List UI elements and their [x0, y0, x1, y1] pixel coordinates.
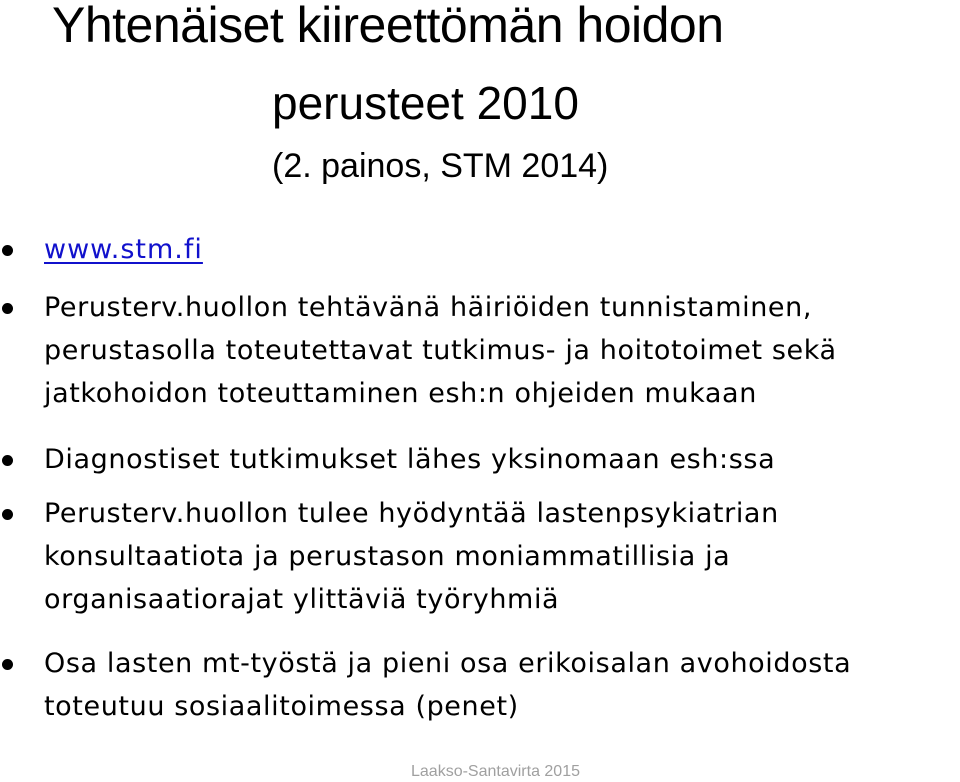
- bullet-dot-icon: [2, 455, 13, 466]
- bullet-dot-icon: [2, 659, 13, 670]
- bullet-text: Perusterv.huollon tehtävänä häiriöiden tunnistaminen, perustasolla toteutettavat tutkimus- ja hoitotoimet sekä jatkohoidon toteuttaminen esh:n ohjeiden mukaan: [44, 292, 837, 409]
- title-subtitle: (2. painos, STM 2014): [272, 147, 609, 185]
- bullet-text: Osa lasten mt-työstä ja pieni osa erikoisalan avohoidosta toteutuu sosiaalitoimessa (penet): [44, 648, 852, 722]
- bullet-dot-icon: [2, 245, 13, 256]
- title-line-1: Yhtenäiset kiireettömän hoidon: [52, 0, 724, 53]
- bullet-text: Diagnostiset tutkimukset lähes yksinomaan esh:ssa: [44, 444, 776, 475]
- title-line-2: perusteet 2010: [272, 77, 579, 129]
- footer-credit: Laakso-Santavirta 2015: [411, 763, 580, 780]
- bullet-dot-icon: [2, 509, 13, 520]
- stm-link[interactable]: www.stm.fi: [44, 234, 203, 265]
- bullet-dot-icon: [2, 303, 13, 314]
- bullet-text: Perusterv.huollon tulee hyödyntää lastenpsykiatrian konsultaatiota ja perustason moniammatillisia ja organisaatiorajat ylittäviä työryhmiä: [44, 498, 779, 615]
